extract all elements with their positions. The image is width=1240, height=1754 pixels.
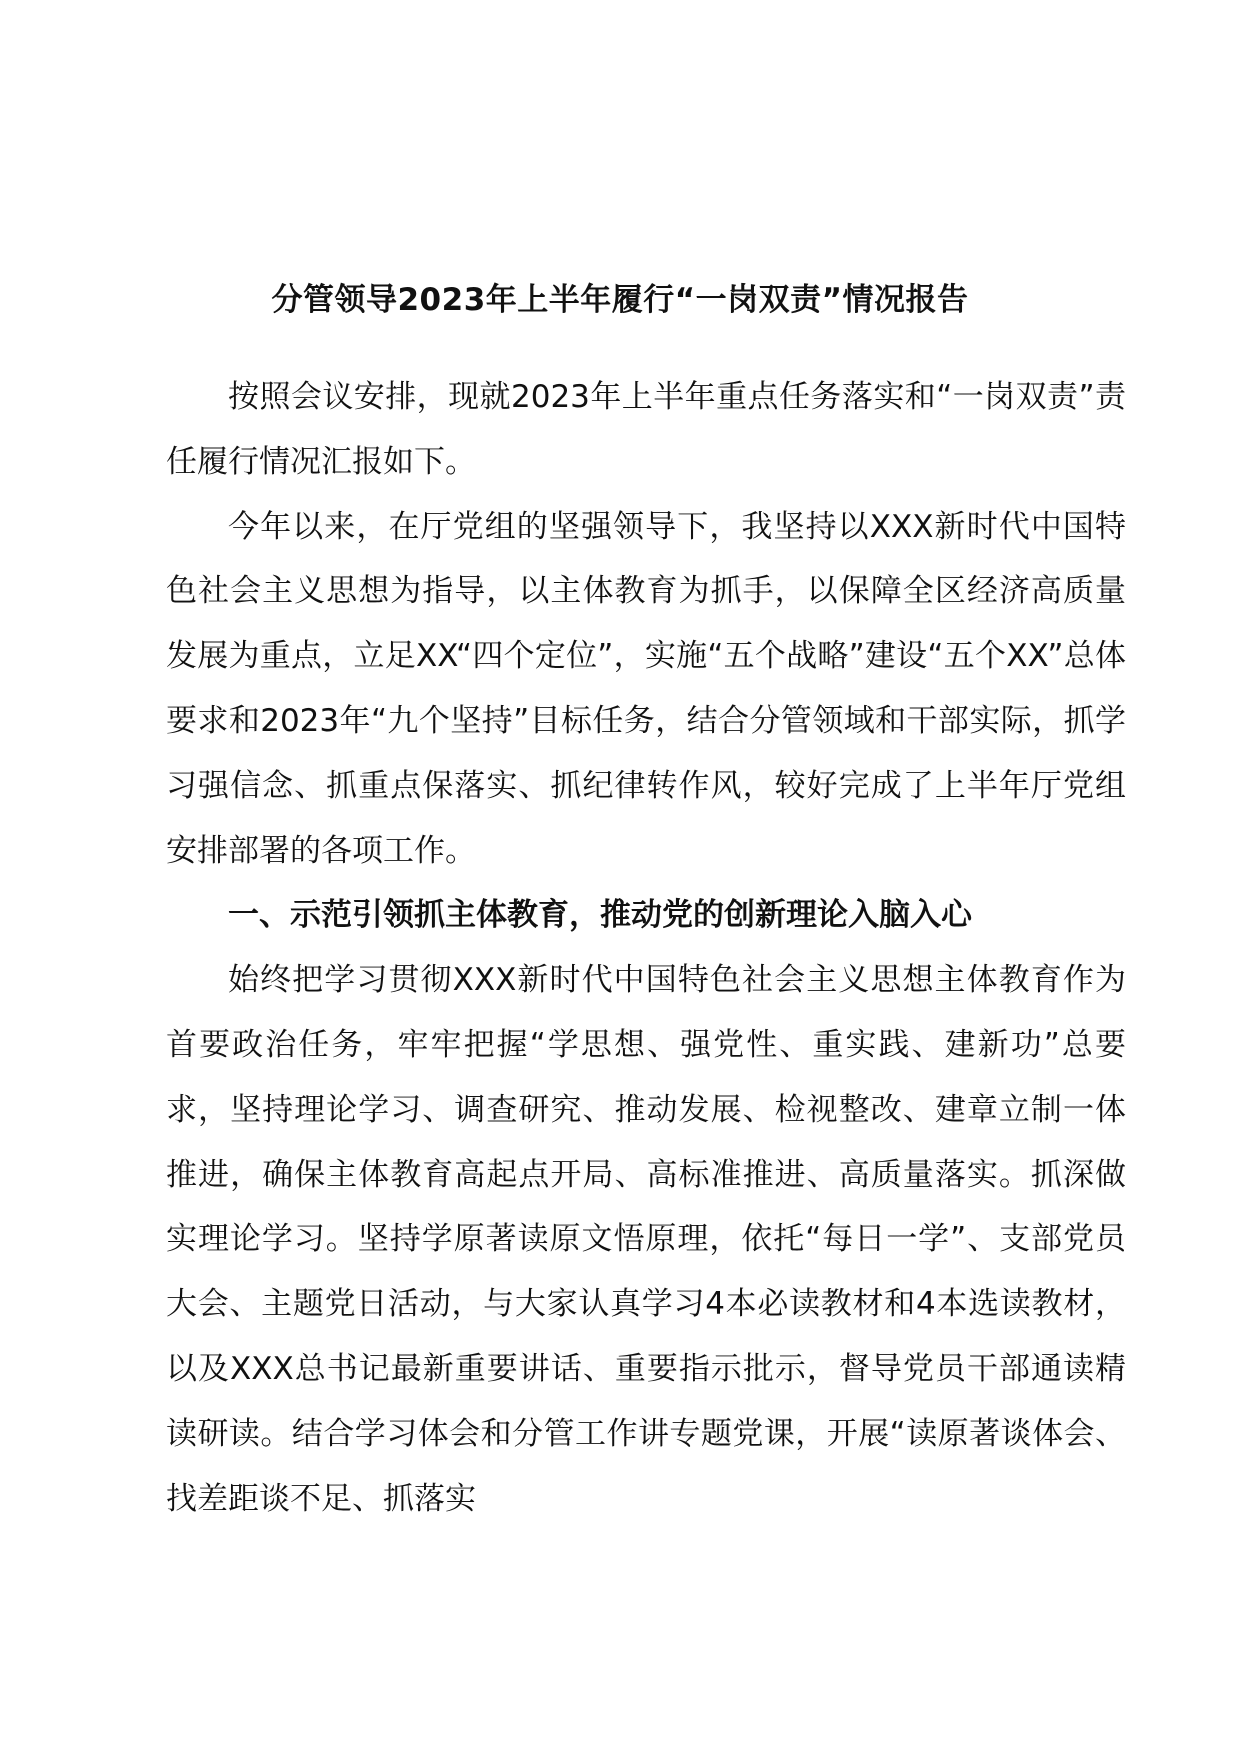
- section-paragraph: 始终把学习贯彻XXX新时代中国特色社会主义思想主体教育作为首要政治任务，牢牢把握“学思想、强党性、重实践、建新功”总要求，坚持理论学习、调查研究、推动发展、检视整改、建章立制一体推进，确保主体教育高起点开局、高标准推进、高质量落实。抓深做实理论学习。坚持学原著读原文悟原理，依托“每日一学”、支部党员大会、主题党日活动，与大家认真学习4本必读教材和4本选读教材，以及XXX总书记最新重要讲话、重要指示批示，督导党员干部通读精读研读。结合学习体会和分管工作讲专题党课，开展“读原著谈体会、找差距谈不足、抓落实: [166, 962, 1126, 1517]
- document-body: [166, 365, 1126, 1531]
- summary-paragraph: 今年以来，在厅党组的坚强领导下，我坚持以XXX新时代中国特色社会主义思想为指导，以主体教育为抓手，以保障全区经济高质量发展为重点，立足XX“四个定位”，实施“五个战略”建设“五个XX”总体要求和2023年“九个坚持”目标任务，结合分管领域和干部实际，抓学习强信念、抓重点保落实、抓纪律转作风，较好完成了上半年厅党组安排部署的各项工作。: [166, 508, 1126, 869]
- intro-paragraph: 按照会议安排，现就2023年上半年重点任务落实和“一岗双责”责任履行情况汇报如下。: [166, 379, 1126, 480]
- document-title: 分管领导2023年上半年履行“一岗双责”情况报告: [271, 282, 969, 318]
- section-heading: 一、示范引领抓主体教育，推动党的创新理论入脑入心: [228, 897, 972, 934]
